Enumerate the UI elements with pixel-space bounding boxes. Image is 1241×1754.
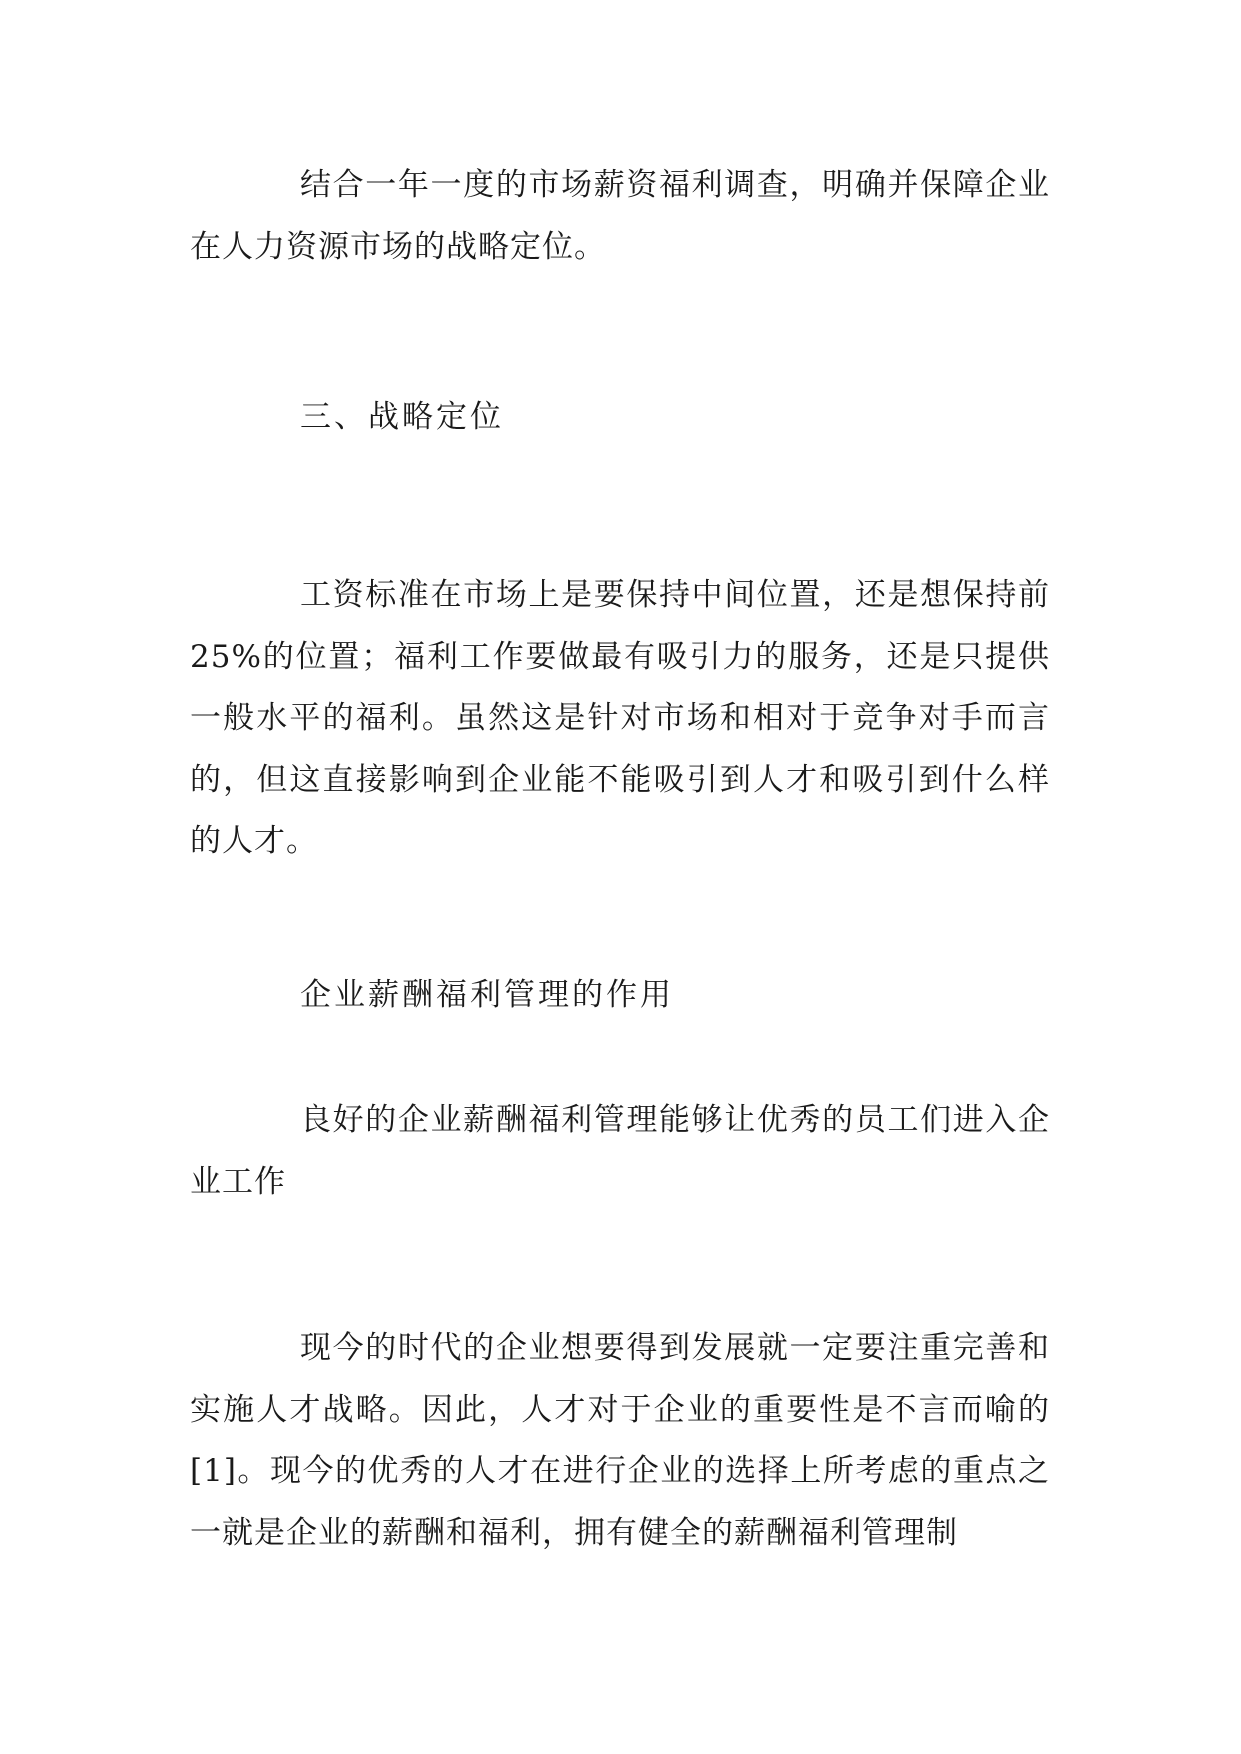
section-heading-role-of-compensation: 企业薪酬福利管理的作用: [300, 977, 674, 1013]
section-heading-strategic-positioning: 三、战略定位: [300, 399, 504, 435]
paragraph-attract-employees: 良好的企业薪酬福利管理能够让优秀的员工们进入企业工作: [190, 1102, 1050, 1200]
paragraph-salary-standard: 工资标准在市场上是要保持中间位置，还是想保持前25%的位置；福利工作要做最有吸引力的服务，还是只提供一般水平的福利。虽然这是针对市场和相对于竞争对手而言的，但这直接影响到企业能不能吸引到人才和吸引到什么样的人才。: [190, 577, 1050, 859]
paragraph-talent-strategy: 现今的时代的企业想要得到发展就一定要注重完善和实施人才战略。因此，人才对于企业的重要性是不言而喻的[1]。现今的优秀的人才在进行企业的选择上所考虑的重点之一就是企业的薪酬和福利，拥有健全的薪酬福利管理制: [190, 1330, 1050, 1551]
paragraph-market-survey: 结合一年一度的市场薪资福利调查，明确并保障企业在人力资源市场的战略定位。: [190, 167, 1050, 265]
